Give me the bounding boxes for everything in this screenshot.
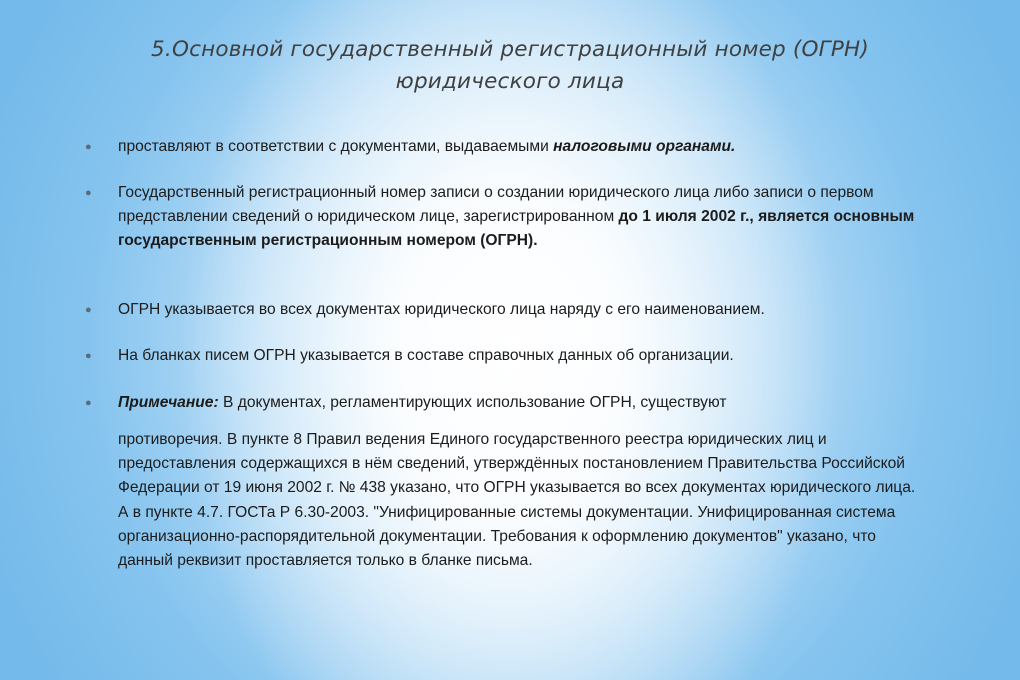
bullet-text-plain: Государственный регистрационный номер записи о создании юридического лица либо записи о первом представлении сведений о юридическом лице, зарегистрированном <box>118 184 874 225</box>
bullet-text <box>118 135 918 159</box>
bullet-text-emphasis: налоговыми органами. <box>553 138 736 155</box>
bullet-dot-icon: ● <box>85 397 92 409</box>
bullet-dot-icon: ● <box>85 187 92 199</box>
note-label: Примечание: <box>118 394 219 411</box>
bullet-text: На бланках писем ОГРН указывается в составе справочных данных об организации. <box>118 347 734 364</box>
bullet-dot-icon: ● <box>85 141 92 153</box>
slide-title-line-1: 5.Основной государственный регистрационный номер (ОГРН) <box>151 37 869 62</box>
bullet-dot-icon: ● <box>85 304 92 316</box>
slide-title-line-2: юридического лица <box>395 69 625 94</box>
bullet-text: ОГРН указывается во всех документах юридического лица наряду с его наименованием. <box>118 301 765 318</box>
bullet-dot-icon: ● <box>85 350 92 362</box>
bullet-text-plain: проставляют в соответствии с документами, выдаваемыми <box>118 138 554 155</box>
note-text-first-line: В документах, регламентирующих использование ОГРН, существуют <box>218 394 727 411</box>
bullet-text <box>118 391 918 573</box>
bullet-text <box>118 181 918 253</box>
note-text-continuation: противоречия. В пункте 8 Правил ведения Единого государственного реестра юридических лиц и предоставления содержащихся в нём сведений, утверждённых постановлением Правительства Российской Федерации от 19 июня 2002 г. № 438 указано, что ОГРН указывается во всех документах юридического лица. А в пункте 4.7. ГОСТа Р 6.30-2003. "Унифицированные системы документации. Унифицированная система организационно-распорядительной документации. Требования к оформлению документов" указано, что данный реквизит проставляется только в бланке письма. <box>118 431 916 570</box>
bullet-text-bold: до 1 июля 2002 г., является основным государственным регистрационным номером (ОГРН). <box>118 208 915 249</box>
